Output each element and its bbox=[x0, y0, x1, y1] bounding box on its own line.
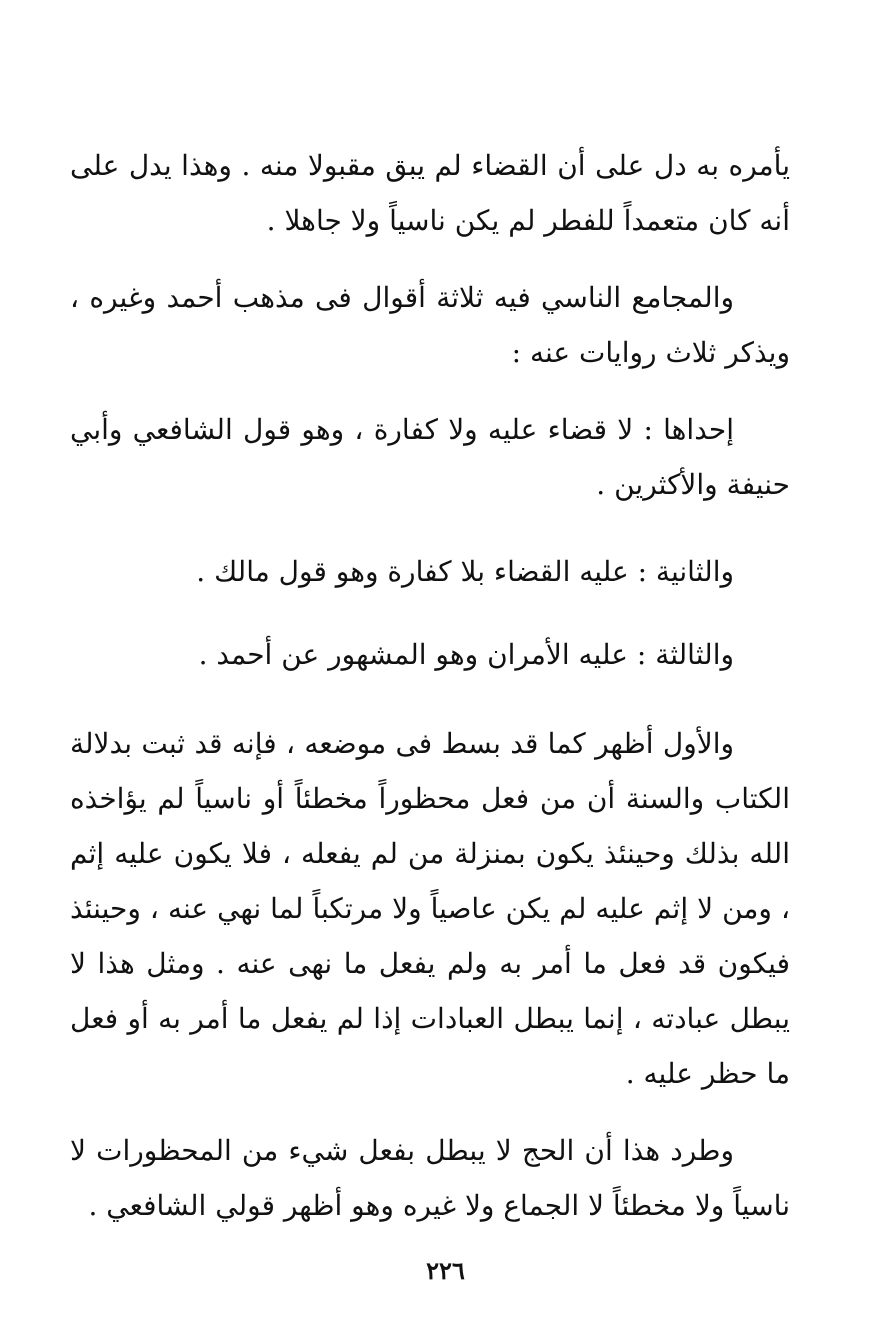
page-number: ٢٢٦ bbox=[426, 1256, 465, 1285]
paragraph-awwal-azhar: والأول أظهر كما قد بسط فى موضعه ، فإنه قد ثبت بدلالة الكتاب والسنة أن من فعل محظوراً مخطئاً أو ناسياً لم يؤاخذه الله بذلك وحينئذ يكون بمنزلة من لم يفعله ، فلا يكون عليه إثم ، ومن لا إثم عليه لم يكن عاصياً ولا مرتكباً لما نهي عنه ، وحينئذ فيكون قد فعل ما أمر به ولم يفعل ما نهى عنه . ومثل هذا لا يبطل عبادته ، إنما يبطل العبادات إذا لم يفعل ما أمر به أو فعل ما حظر عليه . bbox=[70, 727, 790, 1090]
paragraph-hajj: وطرد هذا أن الحج لا يبطل بفعل شيء من المحظورات لا ناسياً ولا مخطئاً لا الجماع ولا غيره وهو أظهر قولي الشافعي . bbox=[70, 1134, 790, 1222]
paragraph-mujami-nasi: والمجامع الناسي فيه ثلاثة أقوال فى مذهب أحمد وغيره ، ويذكر ثلاث روايات عنه : bbox=[70, 281, 790, 369]
paragraph-riwaya-2: والثانية : عليه القضاء بلا كفارة وهو قول مالك . bbox=[196, 555, 734, 588]
body-text bbox=[70, 138, 790, 1233]
paragraph-riwaya-3: والثالثة : عليه الأمران وهو المشهور عن أحمد . bbox=[198, 638, 734, 671]
paragraph-riwaya-1: إحداها : لا قضاء عليه ولا كفارة ، وهو قول الشافعي وأبي حنيفة والأكثرين . bbox=[70, 413, 790, 501]
paragraph-continuation: يأمره به دل على أن القضاء لم يبق مقبولا منه . وهذا يدل على أنه كان متعمداً للفطر لم يكن ناسياً ولا جاهلا . bbox=[70, 149, 790, 237]
